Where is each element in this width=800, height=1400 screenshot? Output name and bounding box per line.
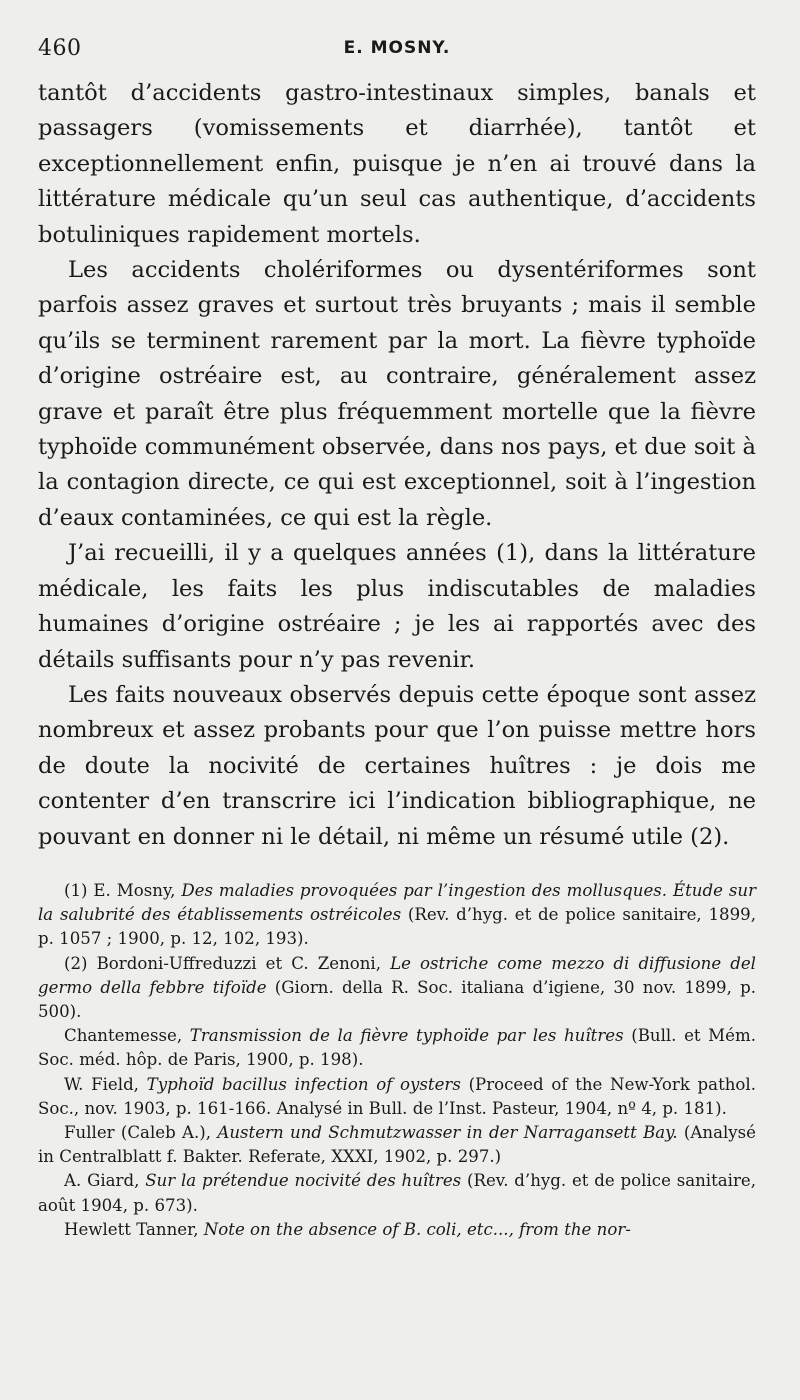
footnote-3-source: (Bull. et Mém. Soc. méd. hôp. de Paris, 1900, p. 198). — [38, 1026, 756, 1070]
footnote-3-title: Transmission de la fièvre typhoïde par les huîtres — [189, 1026, 624, 1046]
footnote-5-author: Fuller (Caleb A.), — [64, 1122, 218, 1142]
paragraph-4: Les faits nouveaux observés depuis cette époque sont assez nombreux et assez probants pour que l’on puisse mettre hors de doute la nocivité de certaines huîtres : je dois me contenter d’en transcrire ici l’indication bibliographique, ne pouvant en donner ni le détail, ni même un résumé utile (2). — [38, 681, 756, 850]
footnote-7-title: Note on the absence of B. coli, etc..., from the nor- — [203, 1219, 631, 1239]
footnote-2-source: (Giorn. della R. Soc. italiana d’igiene, 30 nov. 1899, p. 500). — [38, 977, 756, 1021]
footnote-5-source: (Analysé in Centralblatt f. Bakter. Referate, XXXI, 1902, p. 297.) — [38, 1122, 756, 1167]
page-header — [38, 36, 756, 76]
footnote-4 — [38, 1073, 756, 1121]
footnote-1-title: Des maladies provoquées par l’ingestion des mollusques. Étude sur la salubrité des établissements ostréicoles — [38, 880, 756, 925]
footnote-6-title: Sur la prétendue nocivité des huîtres — [145, 1171, 462, 1191]
footnote-1-source: (Rev. d’hyg. et de police sanitaire, 1899, p. 1057 ; 1900, p. 12, 102, 193). — [38, 905, 756, 949]
running-head: E. MOSNY. — [343, 38, 451, 58]
paragraph-2: Les accidents cholériformes ou dysentériformes sont parfois assez graves et surtout très bruyants ; mais il semble qu’ils se terminent rarement par la mort. La fièvre typhoïde d’origine ostréaire est, au contraire, généralement assez grave et paraît être plus fréquemment mortelle que la fièvre typhoïde communément observée, dans nos pays, et due soit à la contagion directe, ce qui est exceptionnel, soit à l’ingestion d’eaux contaminées, ce qui est la règle. — [38, 257, 756, 531]
footnote-4-author: W. Field, — [64, 1074, 147, 1094]
footnote-2-title: Le ostriche come mezzo di diffusione del germo della febbre tifoïde — [38, 953, 756, 997]
footnote-3-author: Chantemesse, — [64, 1026, 190, 1046]
footnote-7 — [38, 1218, 756, 1242]
footnotes — [38, 879, 756, 1242]
footnote-1-author: (1) E. Mosny, — [64, 880, 182, 900]
paragraph-3: J’ai recueilli, il y a quelques années (1), dans la littérature médicale, les faits les plus indiscutables de maladies humaines d’origine ostréaire ; je les ai rapportés avec des détails suffisants pour n’y pas revenir. — [38, 540, 756, 673]
footnote-5-title: Austern und Schmutzwasser in der Narragansett Bay. — [217, 1122, 678, 1142]
footnote-6-source: (Rev. d’hyg. et de police sanitaire, août 1904, p. 673). — [38, 1171, 757, 1215]
footnote-6-author: A. Giard, — [64, 1171, 146, 1191]
footnote-2 — [38, 952, 756, 1025]
footnote-3 — [38, 1024, 756, 1072]
footnote-4-title: Typhoïd bacillus infection of oysters — [146, 1074, 461, 1094]
footnote-5 — [38, 1121, 756, 1169]
footnote-6 — [38, 1169, 756, 1217]
footnote-1 — [38, 879, 756, 952]
paragraph-1: tantôt d’accidents gastro-intestinaux simples, banals et passagers (vomissements et diarrhée), tantôt et exceptionnellement enfin, puisque je n’en ai trouvé dans la littérature médicale qu’un seul cas authentique, d’accidents botuliniques rapidement mortels. — [38, 80, 756, 248]
footnote-2-author: (2) Bordoni-Uffreduzzi et C. Zenoni, — [64, 953, 391, 973]
body-text — [38, 76, 756, 855]
page-number: 460 — [38, 36, 82, 61]
footnote-7-author: Hewlett Tanner, — [64, 1219, 204, 1239]
footnote-4-source: (Proceed of the New-York pathol. Soc., nov. 1903, p. 161-166. Analysé in Bull. de l’Inst. Pasteur, 1904, nº 4, p. 181). — [38, 1074, 756, 1118]
